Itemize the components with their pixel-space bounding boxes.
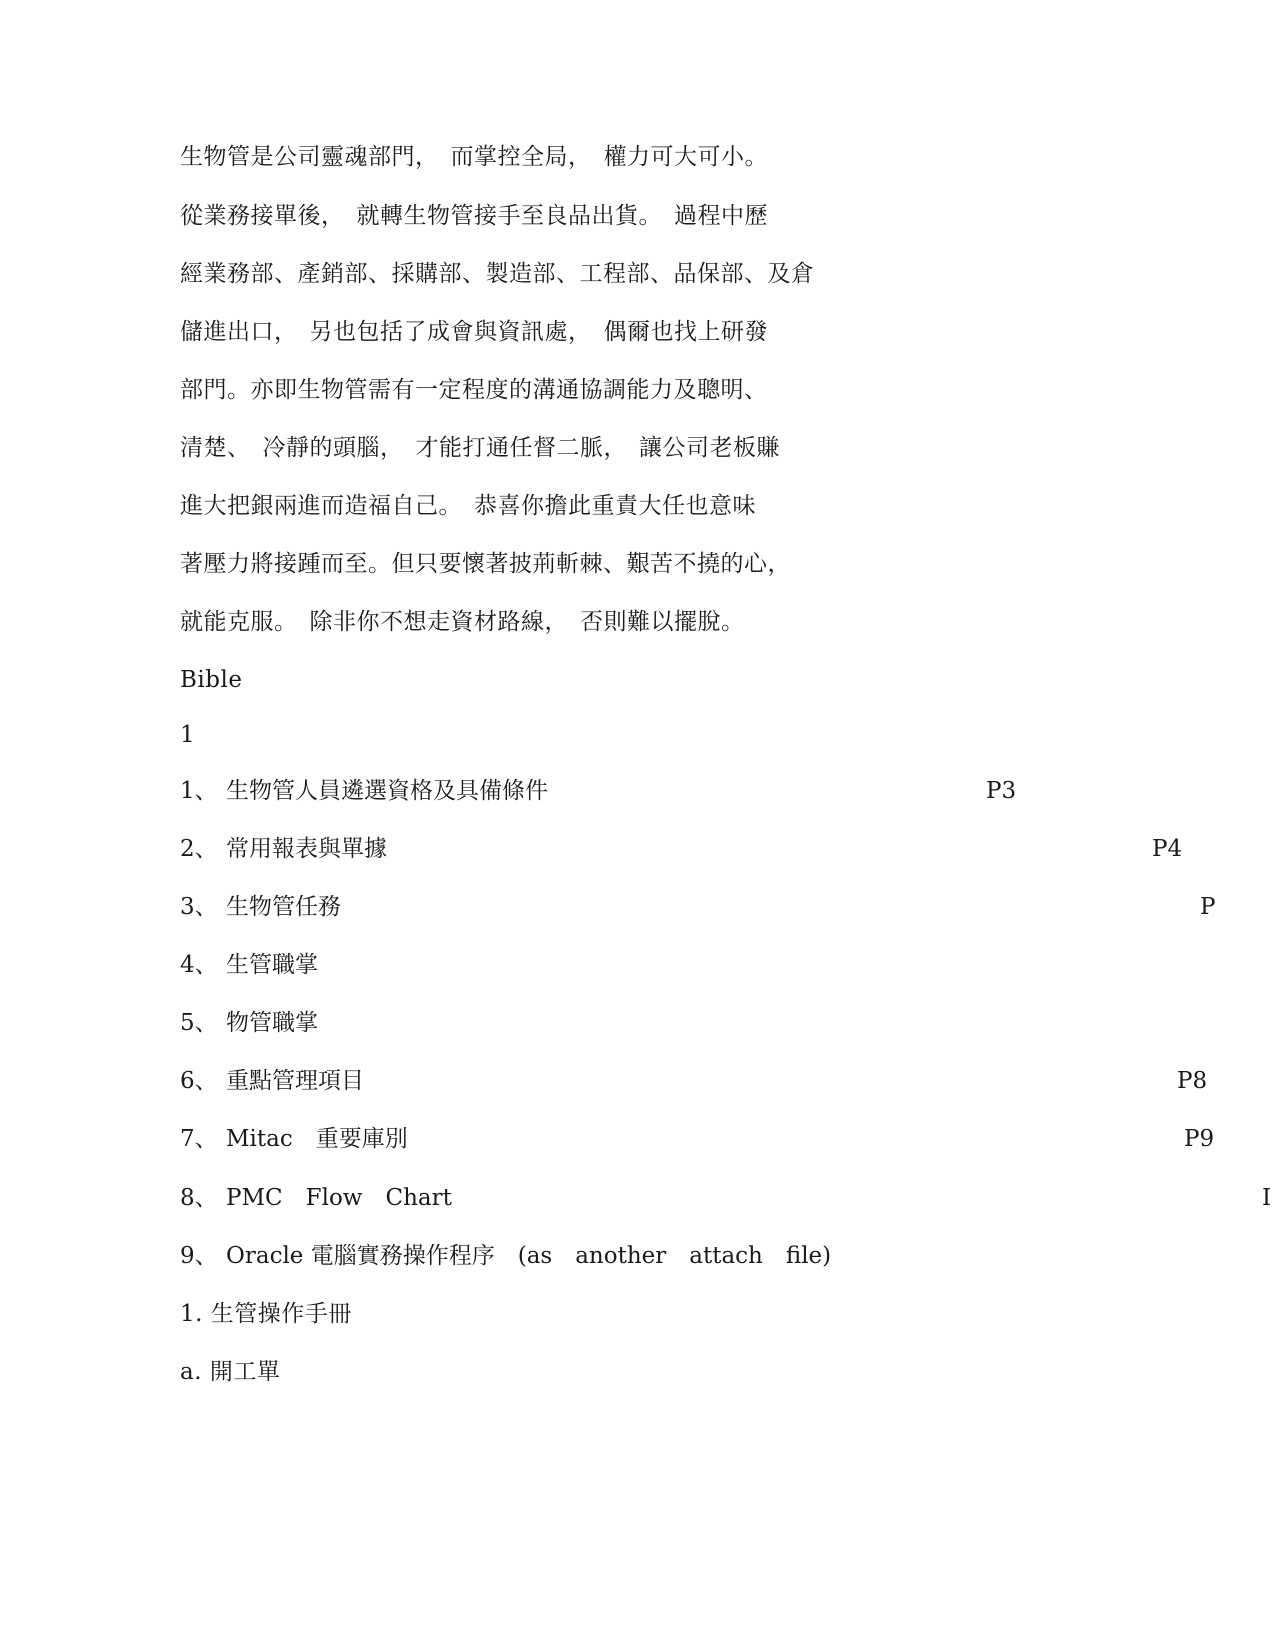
toc-item-number: 6、 [180, 1068, 218, 1094]
toc-item-title: 常用報表與單據 [226, 836, 387, 862]
toc-item-title: 生管職掌 [226, 952, 318, 978]
toc-item [180, 776, 548, 806]
intro-line-9: 就能克服。 除非你不想走資材路線， 否則難以擺脫。 [180, 609, 745, 635]
toc-item-title: 生物管任務 [226, 894, 341, 920]
toc-item-title: PMC Flow Chart [226, 1185, 452, 1211]
page-number: 1 [180, 722, 196, 748]
toc-item-page: P [1200, 894, 1216, 920]
intro-line-7: 進大把銀兩進而造福自己。 恭喜你擔此重責大任也意味 [180, 493, 756, 519]
toc-item [180, 1066, 364, 1096]
toc-item-title: 生物管人員遴選資格及具備條件 [226, 778, 548, 804]
toc-item-number: 9、 [180, 1243, 218, 1269]
toc-item-number: 2、 [180, 836, 218, 862]
toc-item-number: 8、 [180, 1185, 218, 1211]
toc-item [180, 1124, 408, 1154]
toc-item-number: 1、 [180, 778, 218, 804]
toc-item-number: 4、 [180, 952, 218, 978]
toc-item [180, 1241, 831, 1271]
intro-line-3: 經業務部、產銷部、採購部、製造部、工程部、品保部、及倉 [180, 261, 815, 287]
toc-item [180, 892, 341, 922]
toc-item-number: 3、 [180, 894, 218, 920]
toc-item [180, 950, 318, 980]
toc-item-title: 重點管理項目 [226, 1068, 364, 1094]
toc-item-page: I [1262, 1185, 1272, 1211]
intro-line-1: 生物管是公司靈魂部門， 而掌控全局， 權力可大可小。 [180, 144, 768, 170]
section-heading: 1. 生管操作手冊 [180, 1301, 352, 1327]
intro-line-5: 部門。亦即生物管需有一定程度的溝通協調能力及聰明、 [180, 377, 768, 403]
toc-item-page: P8 [1177, 1068, 1208, 1094]
toc-item-page: P4 [1152, 836, 1183, 862]
intro-line-2: 從業務接單後， 就轉生物管接手至良品出貨。 過程中歷 [180, 203, 768, 229]
bible-label: Bible [180, 667, 243, 693]
intro-line-6: 清楚、 冷靜的頭腦， 才能打通任督二脈， 讓公司老板賺 [180, 435, 780, 461]
toc-item-number: 5、 [180, 1010, 218, 1036]
toc-item-title: Oracle 電腦實務操作程序 (as another attach file) [226, 1243, 832, 1269]
toc-item [180, 1008, 318, 1038]
subsection-heading: a. 開工單 [180, 1359, 281, 1385]
toc-item [180, 1183, 452, 1213]
toc-item-title: Mitac 重要庫別 [226, 1126, 408, 1152]
intro-line-8: 著壓力將接踵而至。但只要懷著披荊斬棘、艱苦不撓的心， [180, 551, 791, 577]
toc-item [180, 834, 387, 864]
toc-item-page: P9 [1184, 1126, 1215, 1152]
intro-line-4: 儲進出口， 另也包括了成會與資訊處， 偶爾也找上研發 [180, 319, 768, 345]
toc-item-page: P3 [986, 778, 1017, 804]
toc-item-title: 物管職掌 [226, 1010, 318, 1036]
toc-item-number: 7、 [180, 1126, 218, 1152]
